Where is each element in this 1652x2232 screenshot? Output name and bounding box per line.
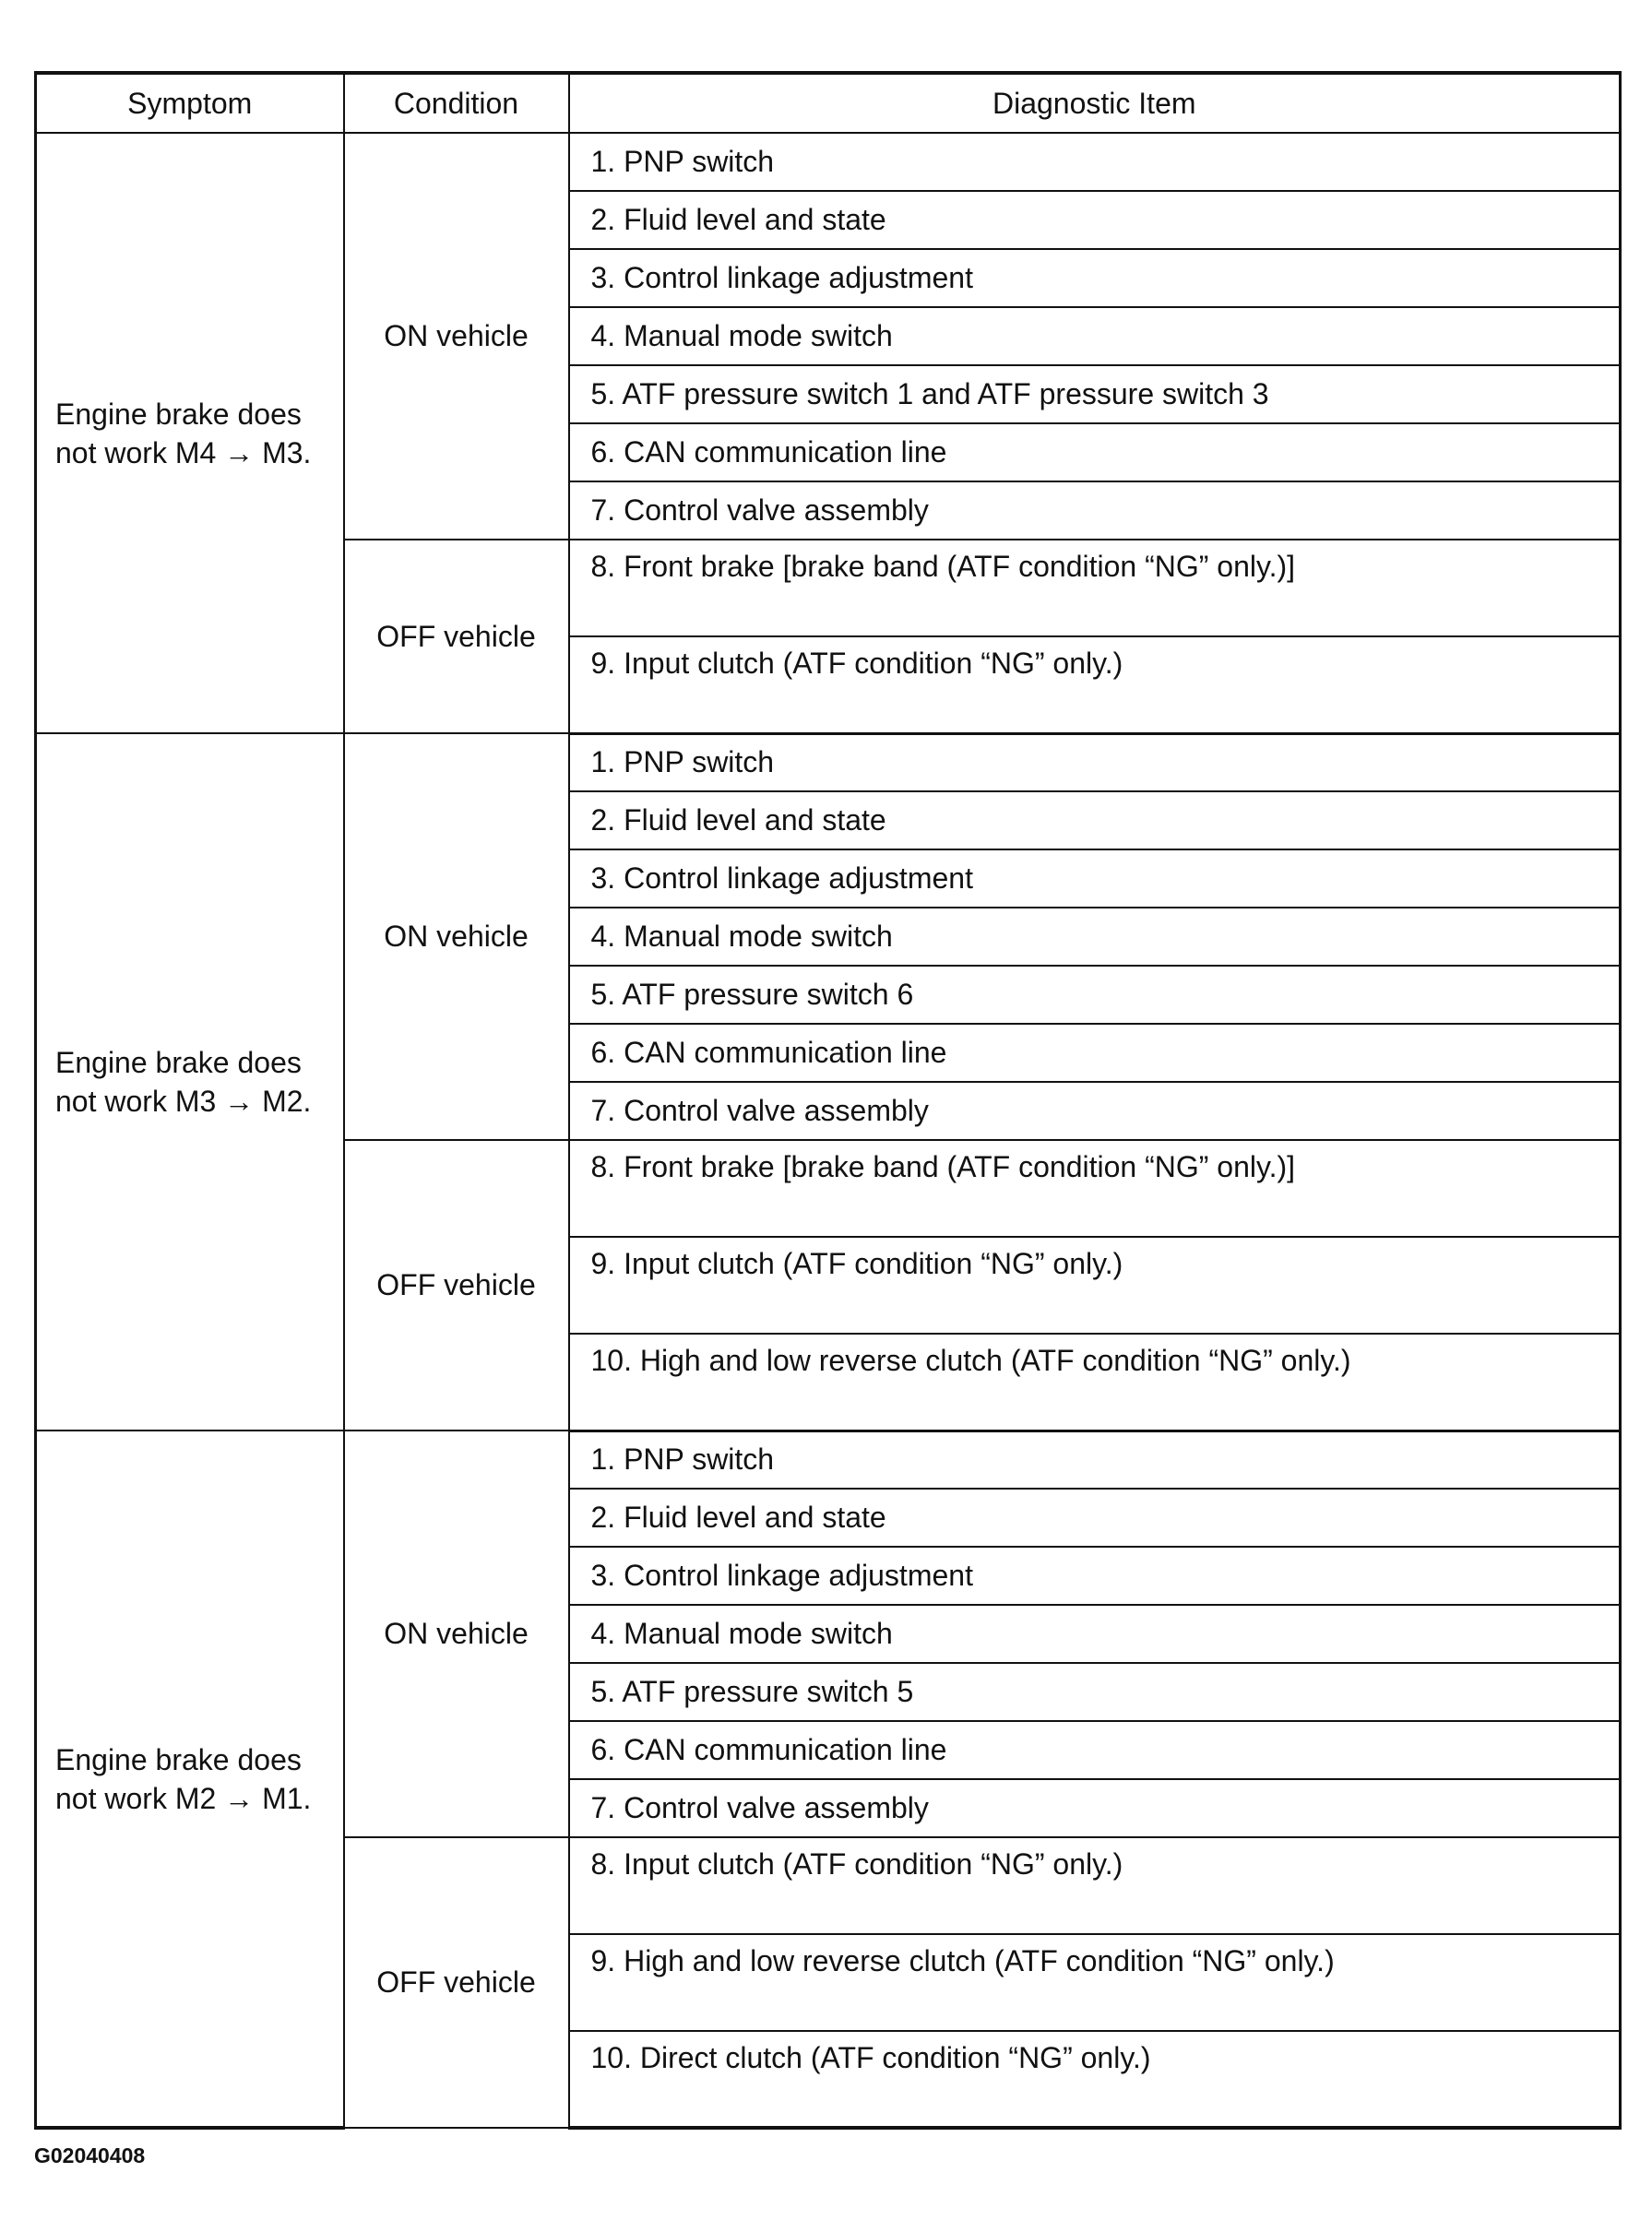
diagnostic-item: 5. ATF pressure switch 6 xyxy=(569,966,1621,1024)
symptom-text-line: Engine brake does xyxy=(55,1742,302,1776)
diagnostic-item: 5. ATF pressure switch 1 and ATF pressure switch 3 xyxy=(569,365,1621,423)
symptom-text-line: Engine brake does xyxy=(55,1046,302,1079)
header-diagnostic-item: Diagnostic Item xyxy=(569,73,1621,133)
condition-on-vehicle: ON vehicle xyxy=(344,133,569,540)
symptom-cell xyxy=(36,133,344,733)
diagnostic-item: 7. Control valve assembly xyxy=(569,1779,1621,1837)
condition-on-vehicle: ON vehicle xyxy=(344,733,569,1140)
symptom-text-line: not work M3 → M2. xyxy=(55,1085,312,1118)
diagnostic-item: 9. High and low reverse clutch (ATF condition “NG” only.) xyxy=(569,1934,1621,2031)
table-body xyxy=(36,133,1621,2128)
symptom-text-line: Engine brake does xyxy=(55,397,302,431)
diagnostic-item: 4. Manual mode switch xyxy=(569,1605,1621,1663)
diagnostic-item: 3. Control linkage adjustment xyxy=(569,1547,1621,1605)
symptom-text-line: not work M4 → M3. xyxy=(55,435,312,469)
diagnostic-item: 1. PNP switch xyxy=(569,133,1621,191)
symptom-text-line: not work M2 → M1. xyxy=(55,1781,312,1815)
condition-on-vehicle: ON vehicle xyxy=(344,1431,569,1837)
diagnostic-item: 1. PNP switch xyxy=(569,1431,1621,1489)
diagnostic-item: 9. Input clutch (ATF condition “NG” only.) xyxy=(569,636,1621,733)
diagnostic-item: 7. Control valve assembly xyxy=(569,481,1621,540)
figure-code: G02040408 xyxy=(34,2143,146,2167)
symptom-cell xyxy=(36,733,344,1431)
diagnostic-table xyxy=(34,71,1622,2130)
condition-off-vehicle: OFF vehicle xyxy=(344,1140,569,1431)
diagnostic-item: 7. Control valve assembly xyxy=(569,1082,1621,1140)
diagnostic-item: 2. Fluid level and state xyxy=(569,191,1621,249)
header-symptom: Symptom xyxy=(36,73,344,133)
diagnostic-item: 6. CAN communication line xyxy=(569,1024,1621,1082)
diagnostic-item: 1. PNP switch xyxy=(569,733,1621,791)
diagnostic-item: 8. Front brake [brake band (ATF condition “NG” only.)] xyxy=(569,1140,1621,1237)
table-row xyxy=(36,733,1621,791)
table-row xyxy=(36,133,1621,191)
diagnostic-item: 4. Manual mode switch xyxy=(569,908,1621,966)
diagnostic-item: 8. Front brake [brake band (ATF condition “NG” only.)] xyxy=(569,540,1621,636)
table-row xyxy=(36,1431,1621,1489)
diagnostic-item: 4. Manual mode switch xyxy=(569,307,1621,365)
diagnostic-item: 10. High and low reverse clutch (ATF condition “NG” only.) xyxy=(569,1334,1621,1431)
diagnostic-item: 5. ATF pressure switch 5 xyxy=(569,1663,1621,1721)
diagnostic-item: 3. Control linkage adjustment xyxy=(569,249,1621,307)
diagnostic-item: 8. Input clutch (ATF condition “NG” only.) xyxy=(569,1837,1621,1934)
condition-off-vehicle: OFF vehicle xyxy=(344,540,569,733)
diagnostic-item: 2. Fluid level and state xyxy=(569,1489,1621,1547)
diagnostic-item: 9. Input clutch (ATF condition “NG” only.) xyxy=(569,1237,1621,1334)
diagnostic-item: 10. Direct clutch (ATF condition “NG” only.) xyxy=(569,2031,1621,2128)
diagnostic-item: 2. Fluid level and state xyxy=(569,791,1621,849)
diagnostic-item: 6. CAN communication line xyxy=(569,423,1621,481)
header-condition: Condition xyxy=(344,73,569,133)
table-header-row xyxy=(36,73,1621,133)
diagnostic-item: 6. CAN communication line xyxy=(569,1721,1621,1779)
symptom-cell xyxy=(36,1431,344,2128)
diagnostic-item: 3. Control linkage adjustment xyxy=(569,849,1621,908)
condition-off-vehicle: OFF vehicle xyxy=(344,1837,569,2128)
